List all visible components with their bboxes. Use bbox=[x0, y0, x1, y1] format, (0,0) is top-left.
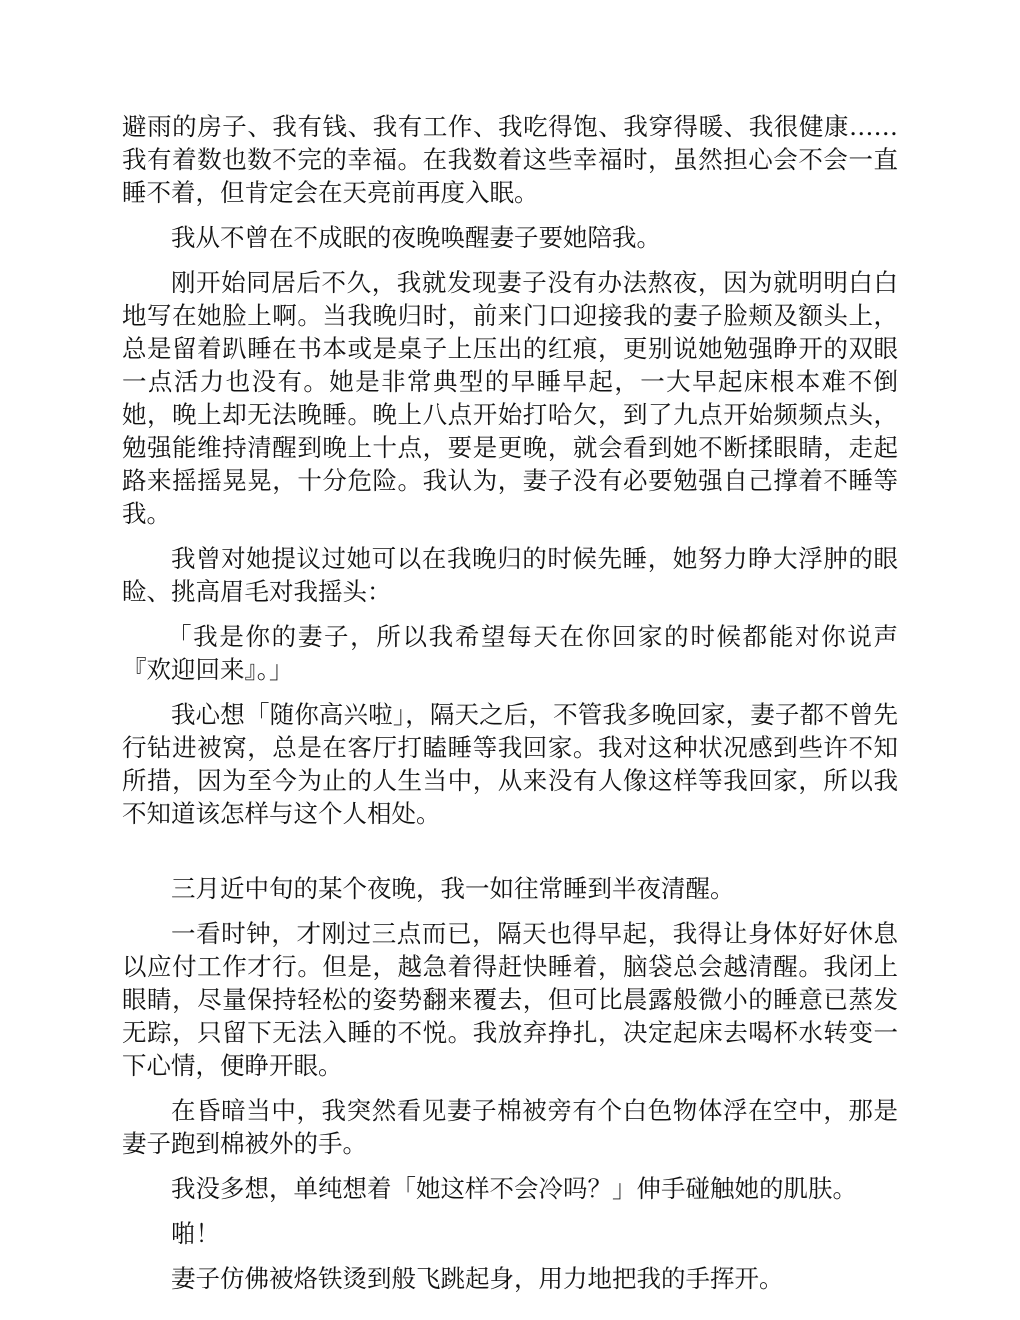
paragraph-4: 我曾对她提议过她可以在我晚归的时候先睡，她努力睁大浮肿的眼睑、挑高眉毛对我摇头： bbox=[122, 544, 898, 606]
document-page bbox=[122, 110, 898, 1307]
paragraph-11: 啪！ bbox=[171, 1219, 220, 1248]
paragraph-8: 一看时钟，才刚过三点而已，隔天也得早起，我得让身体好好休息以应付工作才行。但是，越急着得赶快睡着，脑袋总会越清醒。我闭上眼睛，尽量保持轻松的姿势翻来覆去，但可比晨露般微小的睡意已蒸发无踪，只留下无法入睡的不悦。我放弃挣扎，决定起床去喝杯水转变一下心情，便睁开眼。 bbox=[122, 919, 898, 1080]
paragraph-10: 我没多想，单纯想着「她这样不会冷吗？」伸手碰触她的肌肤。 bbox=[171, 1174, 857, 1203]
paragraph-12: 妻子仿佛被烙铁烫到般飞跳起身，用力地把我的手挥开。 bbox=[171, 1264, 784, 1293]
scene-break bbox=[122, 842, 898, 872]
paragraph-6: 我心想「随你高兴啦」，隔天之后，不管我多晚回家，妻子都不曾先行钻进被窝，总是在客厅打瞌睡等我回家。我对这种状况感到些许不知所措，因为至今为止的人生当中，从来没有人像这样等我回家，所以我不知道该怎样与这个人相处。 bbox=[122, 700, 898, 828]
paragraph-2: 我从不曾在不成眠的夜晚唤醒妻子要她陪我。 bbox=[171, 223, 661, 252]
paragraph-9: 在昏暗当中，我突然看见妻子棉被旁有个白色物体浮在空中，那是妻子跑到棉被外的手。 bbox=[122, 1096, 898, 1158]
paragraph-1: 避雨的房子、我有钱、我有工作、我吃得饱、我穿得暖、我很健康……我有着数也数不完的幸福。在我数着这些幸福时，虽然担心会不会一直睡不着，但肯定会在天亮前再度入眠。 bbox=[122, 112, 898, 207]
paragraph-7: 三月近中旬的某个夜晚，我一如往常睡到半夜清醒。 bbox=[171, 874, 735, 903]
paragraph-5-quote: 「我是你的妻子，所以我希望每天在你回家的时候都能对你说声『欢迎回来』。」 bbox=[122, 622, 898, 684]
paragraph-3: 刚开始同居后不久，我就发现妻子没有办法熬夜，因为就明明白白地写在她脸上啊。当我晚归时，前来门口迎接我的妻子脸颊及额头上，总是留着趴睡在书本或是桌子上压出的红痕，更别说她勉强睁开的双眼一点活力也没有。她是非常典型的早睡早起，一大早起床根本难不倒她，晚上却无法晚睡。晚上八点开始打哈欠，到了九点开始频频点头，勉强能维持清醒到晚上十点，要是更晚，就会看到她不断揉眼睛，走起路来摇摇晃晃，十分危险。我认为，妻子没有必要勉强自己撑着不睡等我。 bbox=[122, 268, 898, 528]
